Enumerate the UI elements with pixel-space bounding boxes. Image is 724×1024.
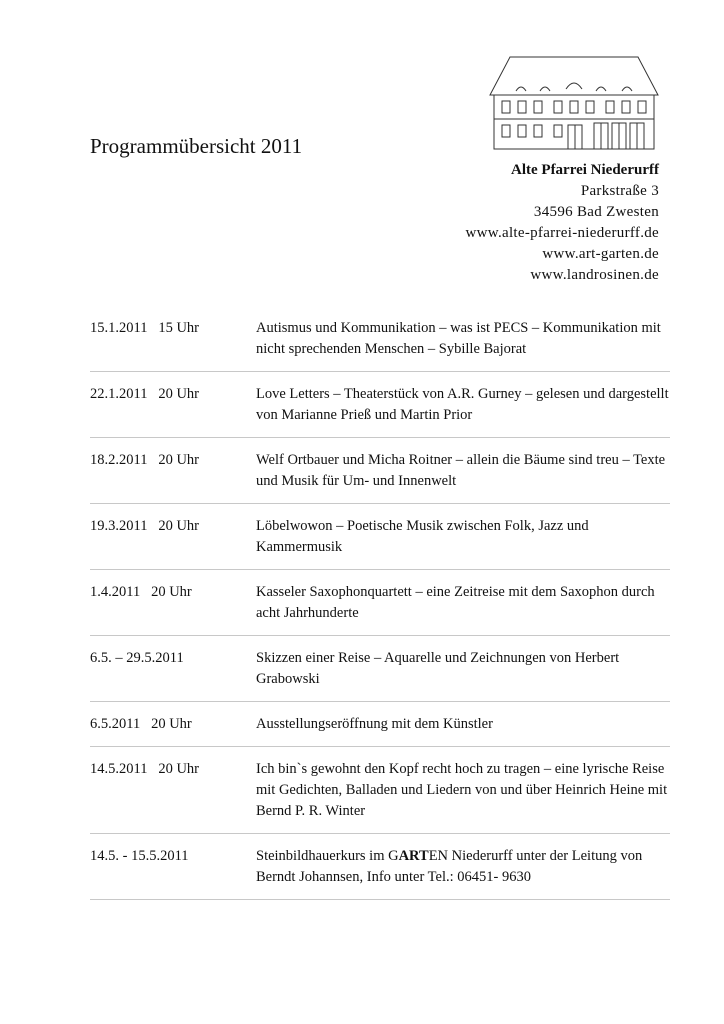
event-description: Love Letters – Theaterstück von A.R. Gurney – gelesen und dargestellt von Marianne Prieß und Martin Prior xyxy=(256,386,669,423)
event-item xyxy=(90,648,670,702)
event-item xyxy=(90,384,670,438)
event-date: 6.5.2011 20 Uhr xyxy=(90,716,192,732)
house-drawing-icon xyxy=(488,55,660,151)
event-list xyxy=(90,318,670,912)
event-item xyxy=(90,846,670,900)
website-link-1[interactable]: www.alte-pfarrei-niederurff.de xyxy=(465,225,659,241)
event-date: 14.5. - 15.5.2011 xyxy=(90,848,189,864)
website-link-3[interactable]: www.landrosinen.de xyxy=(530,267,659,283)
city-address: 34596 Bad Zwesten xyxy=(533,204,659,220)
street-address: Parkstraße 3 xyxy=(580,183,659,199)
event-description xyxy=(256,846,670,888)
event-description: Kasseler Saxophonquartett – eine Zeitreise mit dem Saxophon durch acht Jahrhunderte xyxy=(256,584,655,621)
address-block xyxy=(466,160,659,286)
event-description: Löbelwowon – Poetische Musik zwischen Folk, Jazz und Kammermusik xyxy=(256,518,589,555)
event-date: 22.1.2011 20 Uhr xyxy=(90,386,200,402)
event-description-part: EN Niederurff unter der Leitung von Berndt Johannsen, Info unter Tel.: 06451- 9630 xyxy=(256,848,643,885)
event-item xyxy=(90,582,670,636)
event-description: Ich bin`s gewohnt den Kopf recht hoch zu tragen – eine lyrische Reise mit Gedichten, Balladen und Liedern von und über Heinrich Heine mit Bernd P. R. Winter xyxy=(256,761,668,819)
event-date: 15.1.2011 15 Uhr xyxy=(90,320,200,336)
event-description: Ausstellungseröffnung mit dem Künstler xyxy=(256,716,493,732)
website-link-2[interactable]: www.art-garten.de xyxy=(542,246,659,262)
event-item xyxy=(90,714,670,747)
event-description: Autismus und Kommunikation – was ist PECS – Kommunikation mit nicht sprechenden Menschen – Sybille Bajorat xyxy=(256,320,661,357)
event-item xyxy=(90,516,670,570)
event-date: 19.3.2011 20 Uhr xyxy=(90,518,200,534)
event-date: 18.2.2011 20 Uhr xyxy=(90,452,200,468)
page-title: Programmübersicht 2011 xyxy=(90,134,303,158)
event-description-part: Steinbildhauerkurs im G xyxy=(256,848,399,864)
event-description: Welf Ortbauer und Micha Roitner – allein die Bäume sind treu – Texte und Musik für Um- und Innenwelt xyxy=(256,452,666,489)
event-date: 6.5. – 29.5.2011 xyxy=(90,650,184,666)
art-highlight: ART xyxy=(398,848,429,864)
organization-name: Alte Pfarrei Niederurff xyxy=(511,162,659,178)
event-date: 1.4.2011 20 Uhr xyxy=(90,584,192,600)
event-date: 14.5.2011 20 Uhr xyxy=(90,761,200,777)
event-item xyxy=(90,759,670,834)
event-description: Skizzen einer Reise – Aquarelle und Zeichnungen von Herbert Grabowski xyxy=(256,650,620,687)
event-item xyxy=(90,450,670,504)
event-item xyxy=(90,318,670,372)
